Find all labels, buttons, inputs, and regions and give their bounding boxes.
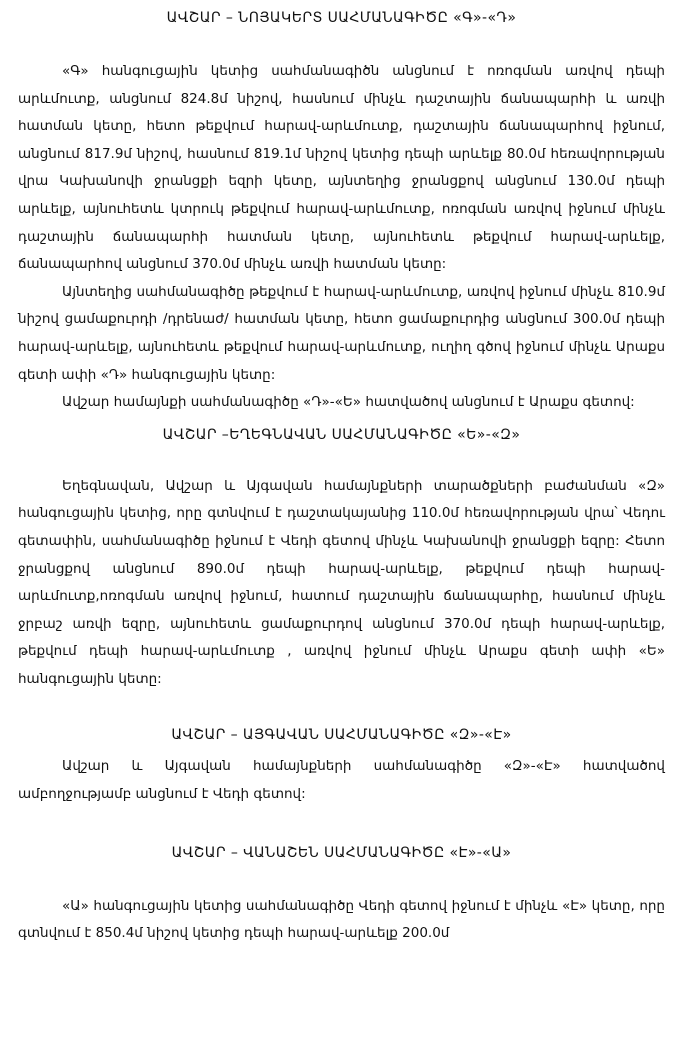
section-heading-avshar-aygavan: ԱՎՇԱՐ – ԱՅԳԱՎԱՆ ՍԱՀՄԱՆԱԳԻԾԸ «Զ»-«Է»: [171, 727, 512, 744]
paragraph-e-z-description: Եղեգնավան, Ավշար և Այգավան համայնքների տարածքների բաժանման «Զ» հանգուցային կետից, որը գտնվում է դաշտակայանից 110.0մ հեռավորության վրա՝ Վեդու գետափին, սահմանագիծը իջնում է Վեդի գետով մինչև Կախանովի ջրանցքի եզրը: Հետո ջրանցքով անցնում 890.0մ դեպի հարավ-արևելք, թեքվում դեպի հարավ-արևմուտք,ոռոգման առվով իջնում, հատում դաշտային ճանապարհը, հասնում մինչև ջրբաշ առվի եզրը, այնուհետև ցամաքուրդով անցնում 370.0մ դեպի հարավ-արևելք, թեքվում դեպի հարավ-արևմուտք , առվով իջնում մինչև Արաքս գետի ափի «Ե» հանգուցային կետը:: [18, 477, 665, 687]
paragraph-e-a-description: «Ա» հանգուցային կետից սահմանագիծը Վեդի գետով իջնում է մինչև «Է» կետը, որը գտնվում է 850.4մ նիշով կետից դեպի հարավ-արևելք 200.0մ: [18, 897, 665, 942]
section-heading-avshar-noyakert: ԱՎՇԱՐ – ՆՈՅԱԿԵՐՏ ՍԱՀՄԱՆԱԳԻԾԸ «Գ»-«Դ»: [166, 10, 517, 26]
paragraph-d-e-araks: Ավշար համայնքի սահմանագիծը «Դ»-«Ե» հատվածով անցնում է Արաքս գետով:: [62, 394, 635, 411]
paragraph-g-d-description: «Գ» հանգուցային կետից սահմանագիծն անցնում է ոռոգման առվով դեպի արևմուտք, անցնում 824.8մ նիշով, հասնում մինչև դաշտային ճանապարհի և առվի հատման կետը, հետո թեքվում հարավ-արևմուտք, դաշտային ճանապարհով իջնում, անցնում 817.9մ նիշով, հասնում 819.1մ նիշով կետից դեպի արևելք 80.0մ հեռավորության վրա Կախանովի ջրանցքի եզրի կետը, այնտեղից ջրանցքով անցնում 130.0մ դեպի արևելք, այնուհետև կտրուկ թեքվում հարավ-արևմուտք, ոռոգման առվով իջնում մինչև դաշտային ճանապարհի հատման կետը, այնուհետև թեքվում հարավ-արևելք, ճանապարհով անցնում 370.0մ մինչև առվի հատման կետը:: [18, 63, 665, 273]
section-heading-avshar-yeghegnavan: ԱՎՇԱՐ –ԵՂԵԳՆԱՎԱՆ ՍԱՀՄԱՆԱԳԻԾԸ «Ե»-«Զ»: [162, 426, 521, 443]
section-heading-avshar-vanashen: ԱՎՇԱՐ – ՎԱՆԱՇԵՆ ՍԱՀՄԱՆԱԳԻԾԸ «Է»-«Ա»: [171, 844, 512, 861]
paragraph-z-e-vedi: Ավշար և Այգավան համայնքների սահմանագիծը «Զ»-«Է» հատվածով ամբողջությամբ անցնում է Վեդի գետով:: [18, 758, 665, 803]
paragraph-g-d-continuation: Այնտեղից սահմանագիծը թեքվում է հարավ-արևմուտք, առվով իջնում մինչև 810.9մ նիշով ցամաքուրդի /դրենաժ/ հատման կետը, հետո ցամաքուրդից անցնում 300.0մ դեպի հարավ-արևելք, այնուհետև թեքվում հարավ-արևմուտք, ուղիղ գծով իջնում մինչև Արաքս գետի ափի «Դ» հանգուցային կետը:: [18, 283, 665, 383]
